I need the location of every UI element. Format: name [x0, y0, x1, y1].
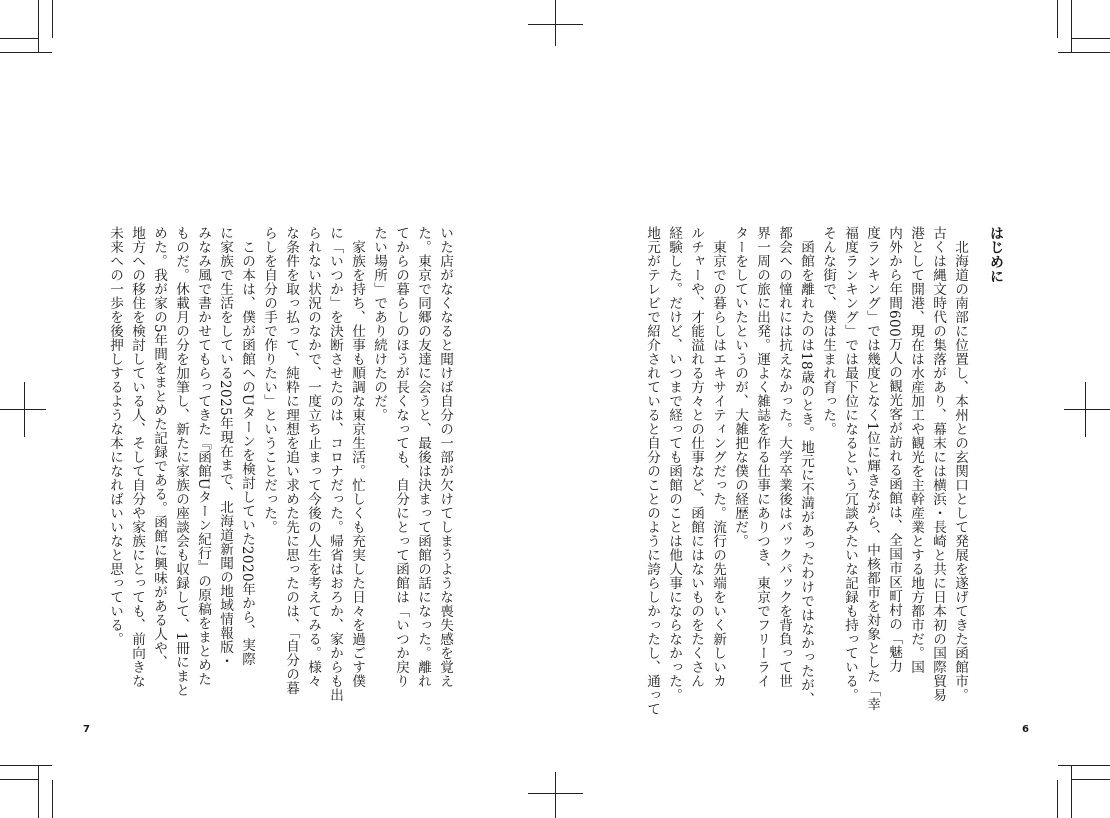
body-line: な条件を取っ払って、純粋に理想を追い求めた先に思ったのは、「自分の暮 [283, 226, 299, 696]
page-number: 7 [83, 724, 90, 735]
body-line: 港として開港、現在は水産加工や観光を主幹産業とする地方都市だ。国 [908, 226, 924, 674]
body-line: られない状況のなかで、一度立ち止まって今後の人生を考えてみる。様々 [305, 226, 321, 688]
body-line: に家族で生活をしている2025年現在まで、北海道新聞の地域情報版・ [217, 226, 233, 669]
body-line: らしを自分の手で作りたい」ということだった。 [261, 226, 277, 534]
body-line: 度ランキング」では幾度となく1位に輝きながら、中核都市を対象とした「幸 [864, 226, 880, 712]
body-line: ルチャーや、才能溢れる方々との仕事など、函館にはないものをたくさん [688, 226, 704, 688]
body-line: 内外から年間600万人の観光客が訪れる函館は、全国市区町村の「魅力 [886, 226, 902, 674]
body-line: この本は、僕が函館へのUターンを検討していた2020年から、実際 [239, 226, 255, 667]
body-line: 未来への一歩を後押しするような本になればいいなと思っている。 [107, 226, 123, 646]
body-line: てからの暮らしのほうが長くなっても、自分にとって函館は「いつか戻り [393, 226, 409, 688]
body-line: 北海道の南部に位置し、本州との玄関口として発展を遂げてきた函館市。 [952, 226, 968, 702]
body-line: た。東京で同郷の友達に会うと、最後は決まって函館の話になった。離れ [415, 226, 431, 688]
body-line: 函館を離れたのは18歳のとき。地元に不満があったわけではなかったが、 [798, 226, 814, 707]
body-line: たい場所」であり続けたのだ。 [371, 226, 387, 422]
left-page-body [104, 226, 456, 702]
right-page-body [641, 226, 1007, 716]
body-line: ターをしていたというのが、大雑把な僕の経歴だ。 [732, 226, 748, 548]
body-line: 経験した。だけど、いつまで経っても函館のことは他人事にならなかった。 [666, 226, 682, 702]
body-line: 東京での暮らしはエキサイティングだった。流行の先端をいく新しいカ [710, 226, 726, 688]
body-line: めた。我が家の5年間をまとめた記録である。函館に興味がある人や、 [151, 226, 167, 670]
body-line: そんな街で、僕は生まれ育った。 [820, 226, 836, 436]
body-line: 福度ランキング」では最下位になるという冗談みたいな記録も持っている。 [842, 226, 858, 702]
body-line: 地元がテレビで紹介されていると自分のことのように誇らしかったし、通って [644, 226, 660, 716]
body-line: 家族を持ち、仕事も順調な東京生活。忙しくも充実した日々を過ごす僕 [349, 226, 365, 688]
body-line: みなみ風で書かせてもらってきた『函館Uターン紀行』の原稿をまとめた [195, 226, 211, 686]
body-line: 界一周の旅に出発。運よく雑誌を作る仕事にありつき、東京でフリーライ [754, 226, 770, 688]
chapter-heading: はじめに [988, 226, 1004, 284]
body-line: 都会への憧れには抗えなかった。大学卒業後はバックパックを背負って世 [776, 226, 792, 688]
body-line: ものだ。休載月の分を加筆し、新たに家族の座談会も収録して、1冊にまと [173, 226, 189, 698]
body-line: 古くは縄文時代の集落があり、幕末には横浜・長崎と共に日本初の国際貿易 [930, 226, 946, 702]
body-line: 地方への移住を検討している人、そして自分や家族にとっても、前向きな [129, 226, 145, 688]
body-line: に「いつか」を決断させたのは、コロナだった。帰省はおろか、家からも出 [327, 226, 343, 702]
right-page [555, 0, 1110, 818]
page-number: 6 [1022, 724, 1029, 735]
body-line: いた店がなくなると聞けば自分の一部が欠けてしまうような喪失感を覚え [437, 226, 453, 688]
